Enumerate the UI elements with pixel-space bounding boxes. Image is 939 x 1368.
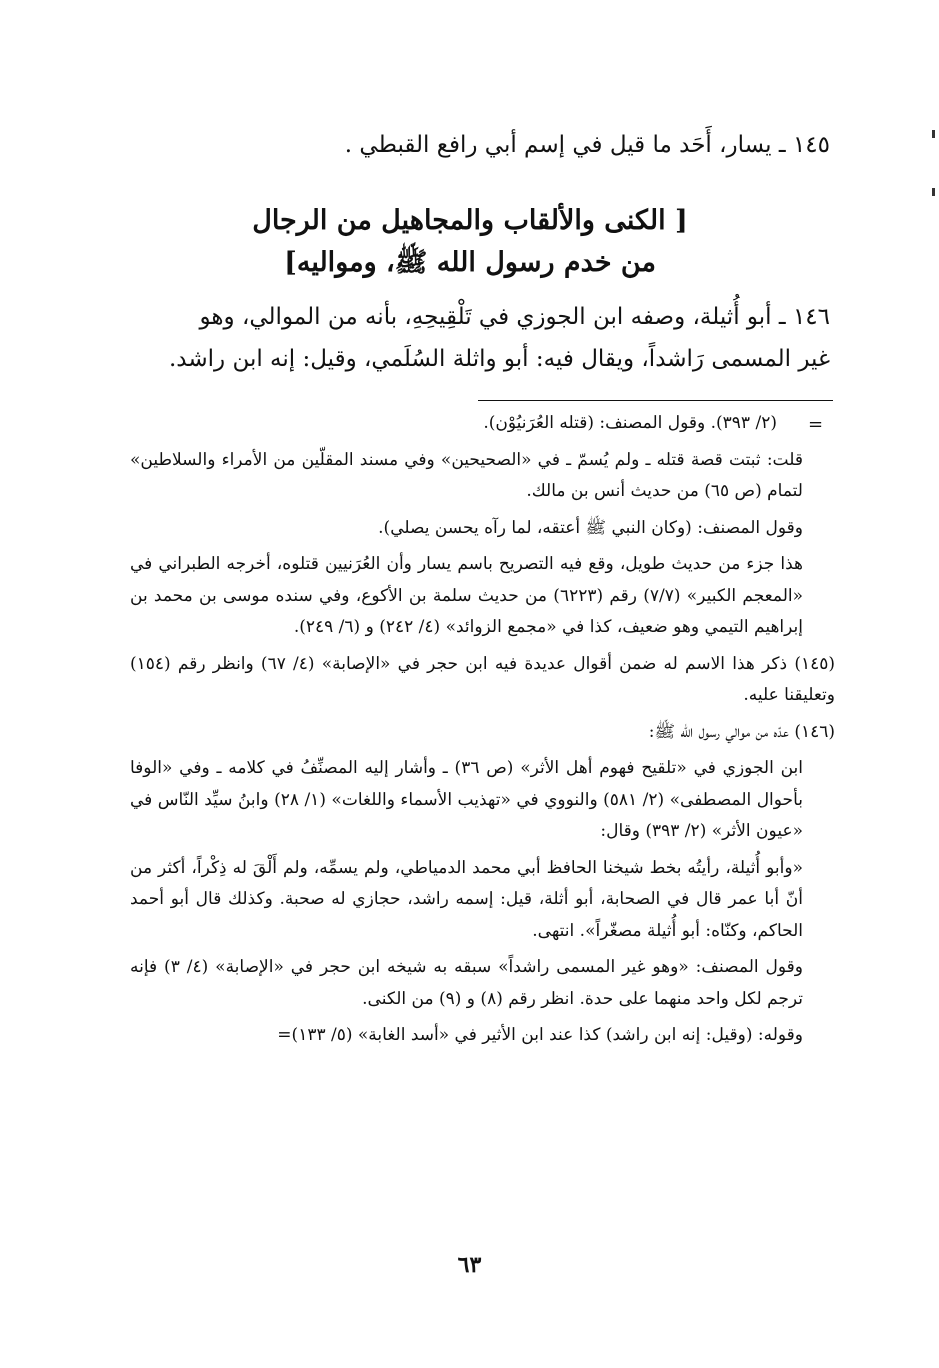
footnote-separator: [478, 400, 833, 401]
footnote-paragraph: وقول المصنف: (وكان النبي ﷺ أعتقه، لما رآه يحسن يصلي).: [378, 517, 803, 538]
footnote-quote: «وأبو أُثيلة، رأيتُه بخط شيخنا الحافظ أبي محمد الدمياطي، ولم يسمِّه، ولم أَلْقَ له ذِكْراً، أكثر من أنّ أبا عمر قال في الصحابة، أبو أثلة، قيل: إسمه راشد، حجازي له صحبة. وكذلك قال أبو أحمد الحاكم، وكنّاه: أبو أُثيلة مصغّراً». انتهى.: [130, 857, 803, 941]
footnotes-block: [130, 408, 835, 1057]
section-heading-line-2: من خدم رسول الله ﷺ، ومواليه]: [284, 247, 656, 278]
footnote-paragraph: وقوله: (وقيل: إنه ابن راشد) كذا عند ابن الأثير في «أسد الغابة» (٥/ ١٣٣)=: [277, 1025, 803, 1045]
footnote-paragraph: قلت: ثبتت قصة قتله ـ ولم يُسمّ ـ في «الصحيحين» وفي مسند المقلّين من الأمراء والسلاطين» لتمام (ص ٦٥) من حديث أنس بن مالك.: [130, 449, 803, 501]
scan-edge-mark: [932, 188, 935, 196]
entry-146-line-1: ١٤٦ ـ أبو أُثيلة، وصفه ابن الجوزي في تَلْقِيحِهِ، بأنه من الموالي، وهو: [199, 304, 830, 330]
footnote-146: [130, 717, 835, 749]
footnote-text: عدّه من موالي رسول الله ﷺ:: [648, 721, 789, 742]
footnote-paragraph: ابن الجوزي في «تلقيح فهوم أهل الأثر» (ص ٣٦) ـ وأشار إليه المصنِّفُ في كلامه ـ وفي «الوفا بأحوال المصطفى» (٢/ ٥٨١) والنووي في «تهذيب الأسماء واللغات» (١/ ٢٨) وابنُ سيِّد النّاس في «عيون الأثر» (٢/ ٣٩٣) وقال:: [130, 758, 803, 841]
entry-145: ١٤٥ ـ يسار، أَحَد ما قيل في إسم أبي رافع القبطي .: [344, 132, 830, 158]
scan-edge-mark: [932, 130, 935, 138]
entry-146-line-2: غير المسمى رَاشداً، ويقال فيه: أبو واثلة السُلَمي، وقيل: إنه ابن راشد.: [168, 346, 830, 372]
page-number: ٦٣: [457, 1252, 482, 1278]
footnote-text: ذكر هذا الاسم له ضمن أقوال عديدة فيه ابن حجر في «الإصابة» (٤/ ٦٧) وانظر رقم (١٥٤) وتعليقنا عليه.: [130, 653, 835, 705]
footnote-continued-reference: (٢/ ٣٩٣). وقول المصنف: (قتله العُرَنيُوْن).: [483, 413, 777, 433]
footnote-paragraph: وقول المصنف: «وهو غير المسمى راشداً» سبقه به شيخه ابن حجر في «الإصابة» (٤/ ٣) فإنه ترجم لكل واحد منهما على حدة. انظر رقم (٨) و (٩) من الكنى.: [130, 957, 803, 1009]
footnote-paragraph: هذا جزء من حديث طويل، وقع فيه التصريح باسم يسار وأن العُرَنيين قتلوه، أخرجه الطبراني في «المعجم الكبير» (٧/٧) رقم (٦٢٢٣) من حديث سلمة بن الأكوع، وفي سنده موسى بن محمد بن إبراهيم التيمي وهو ضعيف، كذا في «مجمع الزوائد» (٤/ ٢٤٢) و (٦/ ٢٤٩).: [130, 554, 803, 637]
section-heading-line-1: [ الكنى والألقاب والمجاهيل من الرجال: [252, 205, 688, 236]
footnote-145: [130, 649, 835, 712]
footnote-continuation-mark: =: [808, 414, 824, 435]
footnote-number: (١٤٥): [794, 653, 835, 674]
footnote-number: (١٤٦): [794, 721, 835, 742]
